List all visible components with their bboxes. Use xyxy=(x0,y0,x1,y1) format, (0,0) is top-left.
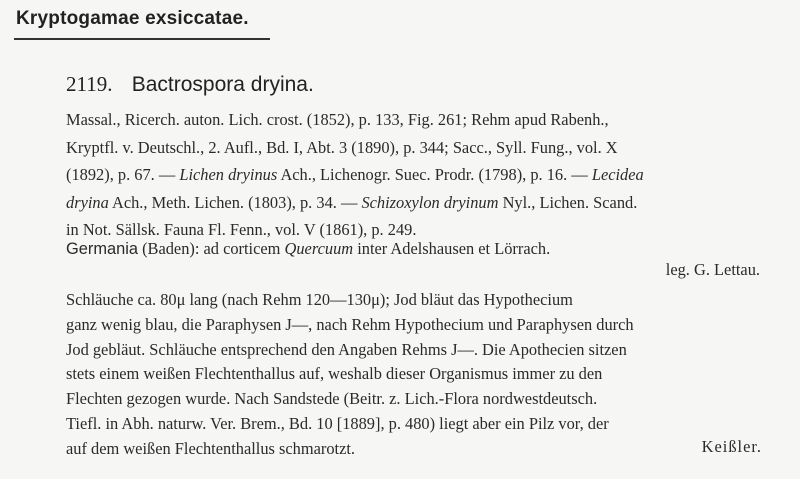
reference-line: in Not. Sällsk. Fauna Fl. Fenn., vol. V (1861), p. 249. xyxy=(66,220,417,239)
synonym-name: Schizoxylon dryinum xyxy=(361,192,499,212)
species-name: Bactrospora dryina. xyxy=(131,73,314,96)
references-block xyxy=(66,106,766,244)
header-underline xyxy=(14,38,270,40)
entry-number: 2119. xyxy=(66,72,113,96)
author-signature: Keißler. xyxy=(701,437,762,456)
reference-line: Kryptfl. v. Deutschl., 2. Aufl., Bd. I, Abt. 3 (1890), p. 344; Sacc., Syll. Fung., vol. X xyxy=(66,137,618,157)
note-line: Flechten gezogen wurde. Nach Sandstede (Beitr. z. Lich.-Flora nordwestdeutsch. xyxy=(66,389,598,409)
reference-line: (1892), p. 67. — Lichen dryinus Ach., Lichenogr. Suec. Prodr. (1798), p. 16. — Lecidea xyxy=(66,165,644,184)
locality-line: Germania (Baden): ad corticem Quercuum inter Adelshausen et Lörrach. xyxy=(66,239,551,258)
reference-line: Massal., Ricerch. auton. Lich. crost. (1852), p. 133, Fig. 261; Rehm apud Rabenh., xyxy=(66,110,609,129)
note-line: Schläuche ca. 80μ lang (nach Rehm 120—130μ); Jod bläut das Hypothecium xyxy=(66,290,573,309)
host-name: Quercuum xyxy=(284,239,354,258)
note-line: stets einem weißen Flechtenthallus auf, weshalb dieser Organismus immer zu den xyxy=(66,364,603,384)
entry-title xyxy=(66,72,314,97)
series-header: Kryptogamae exsiccatae. xyxy=(16,8,249,29)
note-line: auf dem weißen Flechtenthallus schmarotzt. xyxy=(66,438,356,458)
synonym-name: Lecidea xyxy=(591,165,644,184)
note-line: Tiefl. in Abh. naturw. Ver. Brem., Bd. 10 [1889], p. 480) liegt aber ein Pilz vor, der xyxy=(66,413,609,433)
region: Germania xyxy=(66,240,138,258)
note-line: Jod gebläut. Schläuche entsprechend den Angaben Rehms J—. Die Apothecien sitzen xyxy=(66,339,627,359)
synonym-name: dryina xyxy=(66,192,109,212)
note-line: ganz wenig blau, die Paraphysen J—, nach Rehm Hypothecium und Paraphysen durch xyxy=(66,314,634,334)
notes-block xyxy=(66,288,766,462)
synonym-name: Lichen dryinus xyxy=(179,165,278,184)
reference-line: dryina Ach., Meth. Lichen. (1803), p. 34. — Schizoxylon dryinum Nyl., Lichen. Scand. xyxy=(66,192,638,212)
collector: leg. G. Lettau. xyxy=(665,260,760,279)
